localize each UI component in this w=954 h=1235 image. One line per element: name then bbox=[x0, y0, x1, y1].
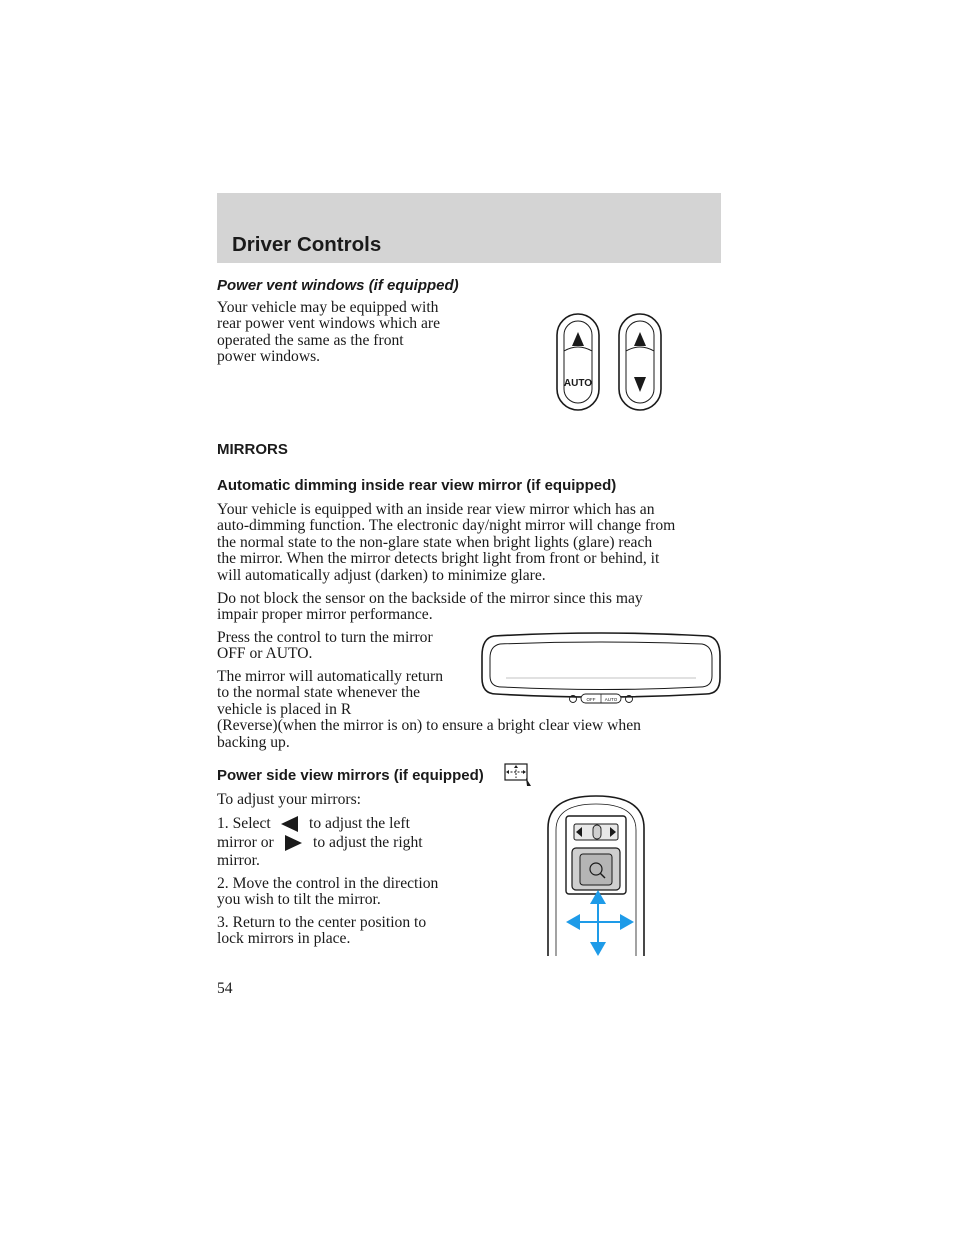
step-1-line-1: 1. Select bbox=[217, 815, 271, 832]
left-arrow-icon bbox=[281, 815, 299, 833]
page-title: Driver Controls bbox=[232, 233, 382, 256]
text-line: auto-dimming function. The electronic day/night mirror will change from bbox=[217, 517, 676, 535]
page-number: 54 bbox=[217, 980, 233, 997]
text-line: the mirror. When the mirror detects bright light from front or behind, it bbox=[217, 550, 660, 568]
rear-view-mirror-illustration bbox=[480, 632, 722, 708]
side-mirrors-intro: To adjust your mirrors: bbox=[217, 791, 361, 808]
vent-line: operated the same as the front bbox=[217, 331, 404, 349]
step-1-line-3: mirror. bbox=[217, 852, 260, 869]
power-mirror-symbol-icon bbox=[504, 763, 532, 787]
auto-dim-heading: Automatic dimming inside rear view mirror (if equipped) bbox=[217, 477, 617, 494]
side-mirrors-heading: Power side view mirrors (if equipped) bbox=[217, 767, 484, 784]
step-3 bbox=[217, 915, 426, 948]
vent-line: power windows. bbox=[217, 348, 321, 366]
power-mirror-control-illustration bbox=[546, 794, 646, 958]
vent-paragraph bbox=[217, 300, 440, 366]
text-line: you wish to tilt the mirror. bbox=[217, 891, 381, 909]
text-line: impair proper mirror performance. bbox=[217, 606, 433, 624]
text-line: vehicle is placed in R bbox=[217, 700, 352, 718]
text-line: to the normal state whenever the bbox=[217, 684, 421, 702]
text-line: Press the control to turn the mirror bbox=[217, 629, 433, 646]
mirror-auto-label: AUTO bbox=[604, 697, 618, 702]
auto-dim-paragraph-1 bbox=[217, 502, 717, 584]
text-line: backing up. bbox=[217, 733, 290, 751]
text-line: lock mirrors in place. bbox=[217, 930, 351, 948]
mirror-off-label: OFF bbox=[586, 697, 596, 702]
blue-direction-arrows-icon bbox=[566, 890, 634, 956]
step-1-line-2: mirror or bbox=[217, 834, 274, 851]
step-2 bbox=[217, 876, 438, 909]
text-line: the normal state to the non-glare state when bright lights (glare) reach bbox=[217, 533, 653, 551]
text-line: (Reverse)(when the mirror is on) to ensure a bright clear view when bbox=[217, 717, 641, 735]
step-1-text: to adjust the right bbox=[313, 834, 423, 851]
text-line: Do not block the sensor on the backside of the mirror since this may bbox=[217, 590, 643, 607]
vent-window-switches-illustration bbox=[556, 313, 666, 413]
vent-heading: Power vent windows (if equipped) bbox=[217, 277, 459, 294]
auto-dim-paragraph-2 bbox=[217, 591, 717, 624]
vent-line: rear power vent windows which are bbox=[217, 315, 440, 333]
auto-label: AUTO bbox=[563, 378, 593, 389]
auto-dim-paragraph-3 bbox=[217, 630, 433, 663]
mirrors-heading: MIRRORS bbox=[217, 441, 288, 458]
mirror-joystick-control[interactable] bbox=[572, 848, 620, 890]
text-line: OFF or AUTO. bbox=[217, 645, 313, 663]
auto-switch-icon bbox=[557, 314, 599, 410]
mirror-select-switch[interactable] bbox=[574, 824, 618, 840]
text-line: 2. Move the control in the direction bbox=[217, 875, 439, 892]
section-header-band bbox=[217, 193, 721, 263]
vent-line: Your vehicle may be equipped with bbox=[217, 299, 439, 316]
step-1-text: to adjust the left bbox=[309, 815, 410, 832]
text-line: will automatically adjust (darken) to minimize glare. bbox=[217, 566, 546, 584]
text-line: The mirror will automatically return bbox=[217, 668, 444, 685]
up-down-switch-icon bbox=[619, 314, 661, 410]
text-line: Your vehicle is equipped with an inside rear view mirror which has an bbox=[217, 501, 655, 518]
text-line: 3. Return to the center position to bbox=[217, 914, 427, 931]
right-arrow-icon bbox=[284, 834, 302, 852]
